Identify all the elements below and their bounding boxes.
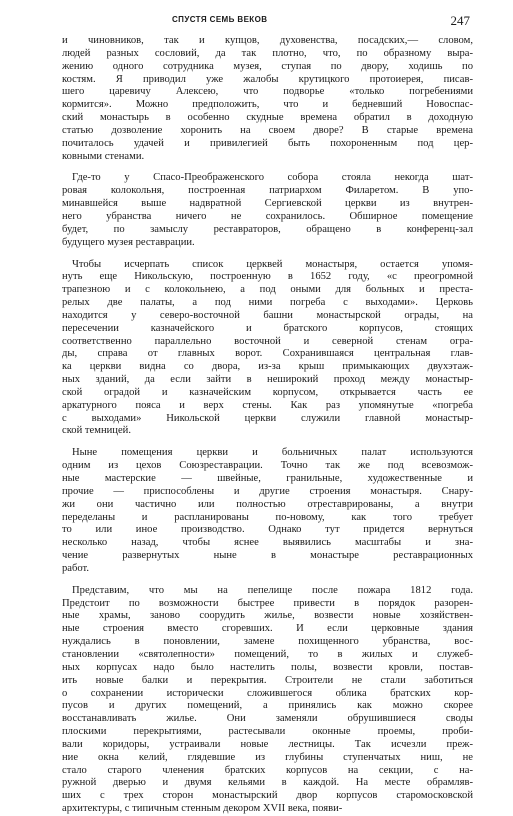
text-line: ровая колокольня, построенная патриархом Филаретом. В упо- (62, 185, 473, 197)
text-line: аркатурного пояса и верх стены. Как раз упомянутые «погреба (62, 399, 473, 411)
text-line: вали коридоры, устраивали новые лестницы. Так исчезли преж- (62, 738, 473, 750)
text-line: нуть еще Никольскую, построенную в 1652 году, «с преогромной (62, 271, 473, 283)
text-line: минавшейся выше надвратной Сергиевской церкви из внутрен- (62, 198, 473, 210)
paragraph (62, 172, 473, 249)
text-line: пусов и других помещений, а принялись как можно скорее (62, 700, 473, 712)
text-line: жению одного сотрудника музея, ступая по двору, ходишь по (62, 60, 473, 72)
text-line: ных зданий, да если зайти в неширокий проход между монастыр- (62, 374, 473, 386)
text-line: то или иное производство. Однако тут придется вернуться (62, 524, 473, 536)
text-line: ить новые балки и перекрытия. Строители не стали заботиться (62, 674, 473, 686)
text-line: ные мастерские — швейные, гранильные, художественные и (62, 473, 473, 484)
text-line: ние окна келий, глядевшие из глубины ступенчатых ниш, не (62, 751, 473, 763)
text-line: работ. (62, 562, 90, 574)
body-text (62, 35, 473, 816)
text-line: ды, справа от главных ворот. Сохранившаяся центральная глав- (62, 348, 473, 360)
text-line: Где-то у Спасо-Преображенского собора стояла некогда шат- (72, 172, 473, 184)
paragraph (62, 35, 473, 163)
text-line: ский монастырь в особенно скудные времена обратил в доходную (62, 112, 473, 124)
text-line: ской оградой и казначейским корпусом, открывается часть ее (62, 386, 473, 398)
text-line: ших с трех сторон монастырский двор корпусов старомосковской (62, 790, 473, 802)
text-line: Ныне помещения церкви и больничных палат используются (72, 447, 473, 459)
text-line: пересечении казначейского и братского корпусов, стоящих (62, 322, 473, 334)
paragraph (62, 585, 473, 816)
paragraph (62, 447, 473, 575)
text-line: плоскими перекрытиями, растесывали оконные проемы, проби- (62, 726, 473, 738)
text-line: находится у северо-восточной башни монастырской ограды, на (62, 309, 473, 321)
text-line: архитектуры, с типичным стенным декором XVII века, появи- (62, 803, 343, 815)
text-line: несколько назад, чтобы яснее выявились масштабы и зна- (62, 537, 473, 549)
text-line: костям. Я приводил уже жалобы крутицкого протоиерея, писав- (62, 73, 473, 85)
page-number: 247 (450, 13, 470, 28)
text-line: становлении «святолепности» помещений, то в жилых и служеб- (62, 648, 473, 660)
text-line: ных корпусах надо было настелить полы, возвести кровли, постав- (62, 661, 473, 673)
text-line: ные строения вместо сгоревших. И если церковные здания (62, 623, 473, 635)
text-line: соответственно параллельно восточной и северной стенам огра- (62, 335, 473, 347)
text-line: шего царевичу Алексею, что подворье «только погребениями (62, 86, 473, 98)
text-line: релых две палаты, а под ними погреба с выходами». Церковь (62, 297, 473, 309)
text-line: Представим, что мы на пепелище после пожара 1812 года. (72, 584, 473, 596)
text-line: о сохранении исторически сложившегося облика братских кор- (62, 687, 473, 699)
text-line: восстанавливать жилье. Они заменяли обрушившиеся своды (62, 713, 473, 725)
text-line: переделаны и распланированы по-новому, как того требует (62, 511, 473, 523)
text-line: нуждались в поновлении, замене похищенного убранства, вос- (62, 636, 473, 648)
text-line: и чиновников, так и купцов, духовенства, посадских,— словом, (62, 35, 473, 46)
text-line: ные храмы, заново соорудить жилье, возвести новые хозяйствен- (62, 610, 473, 622)
text-line: него убранства ничего не сохранилось. Обширное помещение (62, 210, 473, 222)
text-line: людей разных сословий, да так плотно, что, по образному выра- (62, 47, 473, 59)
running-head (60, 13, 470, 29)
text-line: стало старого членения братских корпусов на секции, с на- (62, 764, 473, 776)
text-line: жи они частично или полностью отреставрированы, а внутри (62, 498, 473, 510)
text-line: будущего музея реставрации. (62, 236, 195, 248)
text-line: ка церкви видна со двора, из-за крыш примыкающих двухэтаж- (62, 361, 473, 373)
running-title: СПУСТЯ СЕМЬ ВЕКОВ (172, 15, 268, 24)
text-line: кормится». Можно предположить, что и бедневший Новоспас- (62, 99, 473, 111)
text-line: Предстоит по возможности быстрее привести в порядок разорен- (62, 597, 473, 609)
text-line: одним из цехов Союзреставрации. Точно так же под всевозмож- (62, 460, 473, 472)
text-line: прочие — приспособлены и другие строения монастыря. Снару- (62, 485, 473, 497)
text-line: чение развернутых ныне в монастыре реставрационных (62, 550, 473, 562)
text-line: статью дозволение хоронить на своем дворе? В старые времена (62, 124, 473, 136)
text-line: ской темницей. (62, 425, 131, 437)
text-line: ружной дверью и двумя кельями в каждой. На месте обрамляв- (62, 777, 473, 789)
text-line: почиталось удачей и привилегией быть похороненным под цер- (62, 137, 473, 149)
text-line: ковными стенами. (62, 150, 145, 162)
text-line: с выходами» Никольской церкви служили главной монастыр- (62, 412, 473, 424)
text-line: трапезною и с колокольнею, а под оными для больных и преста- (62, 284, 473, 296)
text-line: Чтобы исчерпать список церквей монастыря, остается упомя- (72, 258, 473, 270)
paragraph (62, 259, 473, 439)
text-line: будет, по замыслу реставраторов, обращено в конференц-зал (62, 223, 473, 235)
